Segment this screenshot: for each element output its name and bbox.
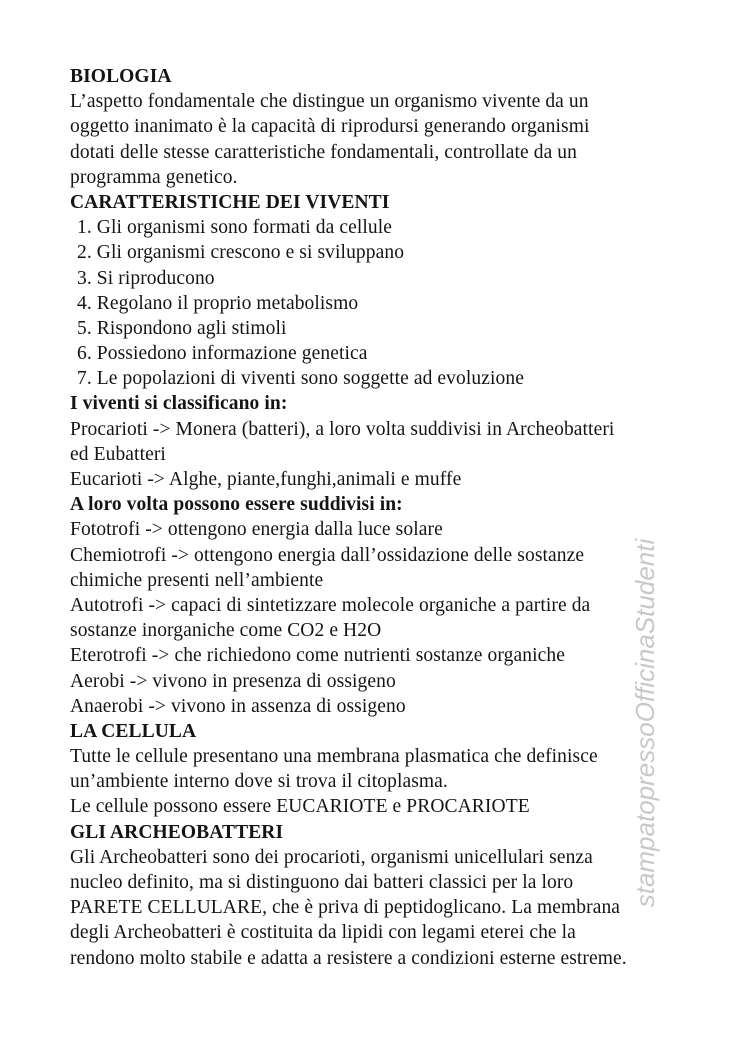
text-line: ed Eubatteri (70, 443, 166, 465)
text-line: Eterotrofi -> che richiedono come nutrienti sostanze organiche (70, 645, 565, 667)
list-item: 1. Gli organismi sono formati da cellule (77, 217, 393, 239)
text-line: oggetto inanimato è la capacità di riprodursi generando organismi (70, 116, 590, 138)
list-item: 4. Regolano il proprio metabolismo (77, 292, 359, 314)
text-line: Autotrofi -> capaci di sintetizzare molecole organiche a partire da (70, 594, 591, 616)
text-line: Aerobi -> vivono in presenza di ossigeno (70, 670, 396, 692)
text-line: Gli Archeobatteri sono dei procarioti, organismi unicellulari senza (70, 846, 593, 868)
text-line: rendono molto stabile e adatta a resistere a condizioni esterne estreme. (70, 947, 627, 969)
section-heading-la-cellula: LA CELLULA (70, 720, 197, 742)
section-heading-archeobatteri: GLI ARCHEOBATTERI (70, 821, 284, 843)
text-line: PARETE CELLULARE, che è priva di peptidoglicano. La membrana (70, 897, 621, 919)
text-line: L’aspetto fondamentale che distingue un organismo vivente da un (70, 91, 589, 113)
text-line: Le cellule possono essere EUCARIOTE e PROCARIOTE (70, 796, 530, 818)
text-line: Eucarioti -> Alghe, piante,funghi,animali e muffe (70, 469, 462, 490)
section-heading-biologia: BIOLOGIA (70, 66, 172, 87)
text-line: degli Archeobatteri è costituita da lipidi con legami eterei che la (70, 922, 576, 944)
subheading-classificazione: I viventi si classificano in: (70, 393, 288, 415)
text-line: Chemiotrofi -> ottengono energia dall’ossidazione delle sostanze (70, 544, 585, 566)
list-item: 5. Rispondono agli stimoli (77, 317, 287, 339)
text-line: Fototrofi -> ottengono energia dalla luce solare (70, 519, 443, 541)
text-line: sostanze inorganiche come CO2 e H2O (70, 620, 382, 642)
text-line: dotati delle stesse caratteristiche fondamentali, controllate da un (70, 141, 578, 163)
text-line: un’ambiente interno dove si trova il citoplasma. (70, 771, 448, 793)
list-item: 7. Le popolazioni di viventi sono soggette ad evoluzione (77, 368, 524, 390)
watermark: stampatopressoOfficinaStudenti (630, 538, 660, 908)
list-item: 2. Gli organismi crescono e si sviluppano (77, 242, 405, 264)
subheading-suddivisione: A loro volta possono essere suddivisi in: (70, 494, 403, 516)
text-line: programma genetico. (70, 166, 238, 188)
text-line: Procarioti -> Monera (batteri), a loro volta suddivisi in Archeobatteri (70, 418, 615, 440)
text-line: Tutte le cellule presentano una membrana plasmatica che definisce (70, 746, 598, 768)
text-line: Anaerobi -> vivono in assenza di ossigeno (70, 695, 406, 717)
text-line: nucleo definito, ma si distinguono dai batteri classici per la loro (70, 872, 574, 893)
section-heading-caratteristiche: CARATTERISTICHE DEI VIVENTI (70, 191, 390, 213)
list-item: 6. Possiedono informazione genetica (77, 343, 368, 365)
list-item: 3. Si riproducono (77, 267, 215, 289)
text-line: chimiche presenti nell’ambiente (70, 569, 324, 591)
document-body (70, 64, 682, 971)
